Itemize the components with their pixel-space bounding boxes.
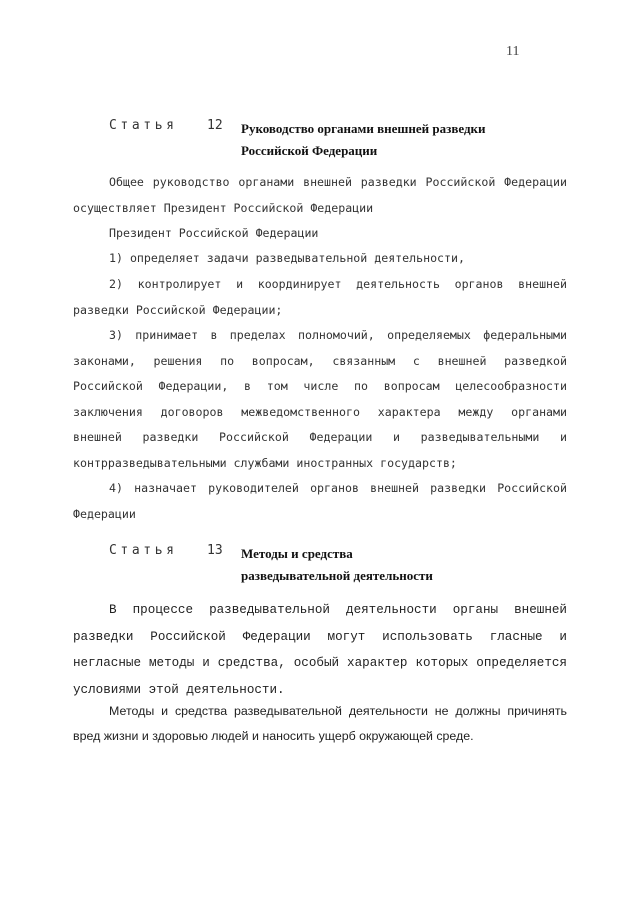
article-13-paragraph-2: Методы и средства разведывательной деятельности не должны причинять вред жизни и здоровью людей и наносить ущерб окружающей среде. — [73, 704, 567, 743]
article-13-label: Статья — [109, 543, 178, 558]
article-12-label: Статья — [109, 118, 178, 133]
article-13-title: Методы и средства разведывательной деятельности — [241, 546, 433, 583]
article-12-paragraph-6: 4) назначает руководителей органов внешней разведки Российской Федерации — [73, 481, 567, 521]
article-12-paragraph-4: 2) контролирует и координирует деятельность органов внешней разведки Российской Федерации; — [73, 277, 567, 317]
article-12-paragraph-5: 3) принимает в пределах полномочий, определяемых федеральными законами, решения по вопросам, связанным с внешней разведкой Российской Федерации, в том числе по вопросам целесообразности заключения договоров межведомственного характера между органами внешней разведки Российской Федерации и разведывательными и контрразведывательными службами иностранных государств; — [73, 328, 567, 470]
article-12-title: Руководство органами внешней разведки Российской Федерации — [241, 121, 486, 158]
article-12-number: 12 — [207, 118, 223, 133]
article-12-paragraph-1: Общее руководство органами внешней разведки Российской Федерации осуществляет Президент Российской Федерации — [73, 175, 567, 215]
article-13-paragraph-1: В процессе разведывательной деятельности органы внешней разведки Российской Федерации могут использовать гласные и негласные методы и средства, особый характер которых определяется условиями этой деятельности. — [73, 603, 567, 697]
article-12-paragraph-2: Президент Российской Федерации — [109, 226, 319, 240]
article-13-number: 13 — [207, 543, 223, 558]
article-12-paragraph-3: 1) определяет задачи разведывательной деятельности, — [109, 251, 465, 265]
page-number: 11 — [506, 44, 520, 59]
